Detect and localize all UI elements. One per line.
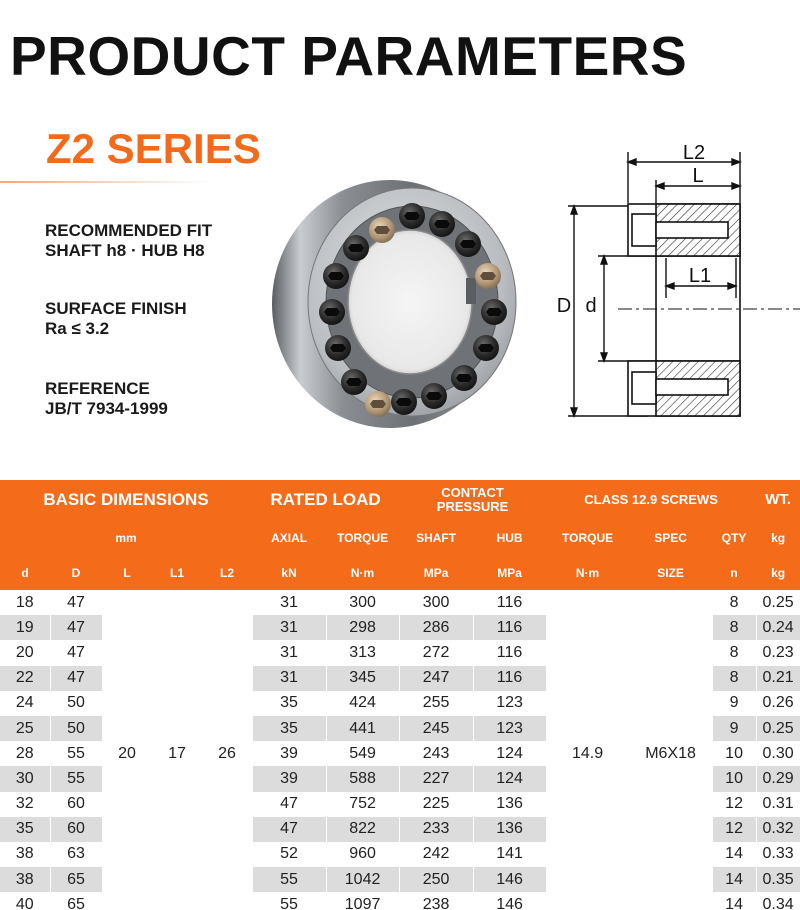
cell-torque: 298	[326, 615, 399, 640]
sym-n: n	[712, 555, 756, 590]
spec-label: SURFACE FINISH	[45, 299, 187, 318]
cell-d: 38	[0, 867, 50, 892]
cell-axial: 31	[252, 666, 326, 691]
sym-nm: N·m	[326, 555, 399, 590]
cell-big-d: 63	[50, 842, 102, 867]
spec-reference	[45, 379, 168, 419]
cell-qty: 10	[712, 741, 756, 766]
cell-screw-torque: 14.9	[546, 590, 629, 910]
sym-l1: L1	[152, 555, 202, 590]
cell-torque: 822	[326, 817, 399, 842]
cell-hub-pressure: 116	[473, 640, 546, 665]
cell-qty: 14	[712, 842, 756, 867]
cell-shaft-pressure: 272	[399, 640, 473, 665]
header-rated-load: RATED LOAD	[252, 480, 399, 520]
spec-label: REFERENCE	[45, 379, 150, 398]
sym-l: L	[102, 555, 152, 590]
cell-axial: 55	[252, 892, 326, 910]
cell-big-d: 65	[50, 892, 102, 910]
header-basic-dimensions: BASIC DIMENSIONS	[0, 480, 252, 520]
cell-d: 20	[0, 640, 50, 665]
header-group-row	[0, 480, 800, 520]
cell-weight: 0.35	[756, 867, 800, 892]
header-contact-line1: CONTACT	[441, 485, 504, 500]
cell-axial: 31	[252, 640, 326, 665]
cell-hub-pressure: 146	[473, 867, 546, 892]
cell-qty: 14	[712, 867, 756, 892]
cell-torque: 300	[326, 590, 399, 615]
cell-torque: 424	[326, 691, 399, 716]
cell-big-d: 47	[50, 590, 102, 615]
cell-shaft-pressure: 238	[399, 892, 473, 910]
header-weight: WT.	[756, 480, 800, 520]
cell-axial: 31	[252, 590, 326, 615]
cell-l2: 26	[202, 590, 252, 910]
cell-qty: 8	[712, 640, 756, 665]
cell-weight: 0.25	[756, 590, 800, 615]
cell-weight: 0.25	[756, 716, 800, 741]
cell-axial: 55	[252, 867, 326, 892]
unit-shaft: SHAFT	[399, 520, 473, 555]
cell-shaft-pressure: 227	[399, 766, 473, 791]
cell-hub-pressure: 123	[473, 691, 546, 716]
spec-value: SHAFT h8 · HUB H8	[45, 241, 205, 260]
series-title: Z2 SERIES	[46, 125, 261, 172]
cell-axial: 35	[252, 716, 326, 741]
spec-recommended-fit	[45, 221, 212, 261]
cell-shaft-pressure: 255	[399, 691, 473, 716]
cell-torque: 549	[326, 741, 399, 766]
spec-value: JB/T 7934-1999	[45, 399, 168, 418]
cell-shaft-pressure: 286	[399, 615, 473, 640]
cell-weight: 0.30	[756, 741, 800, 766]
cell-d: 30	[0, 766, 50, 791]
cell-weight: 0.26	[756, 691, 800, 716]
cell-big-d: 50	[50, 716, 102, 741]
cell-axial: 39	[252, 766, 326, 791]
cell-qty: 9	[712, 716, 756, 741]
cell-big-d: 55	[50, 766, 102, 791]
cell-torque: 1042	[326, 867, 399, 892]
sym-kn: kN	[252, 555, 326, 590]
cell-big-d: 60	[50, 817, 102, 842]
cell-shaft-pressure: 250	[399, 867, 473, 892]
spec-surface-finish	[45, 299, 187, 339]
cell-shaft-pressure: 247	[399, 666, 473, 691]
cell-d: 24	[0, 691, 50, 716]
unit-spec: SPEC	[629, 520, 712, 555]
cell-axial: 47	[252, 817, 326, 842]
sym-d: d	[0, 555, 50, 590]
label-l2: L2	[682, 142, 706, 164]
label-big-d: D	[556, 295, 572, 317]
cell-big-d: 47	[50, 640, 102, 665]
sym-kg: kg	[756, 555, 800, 590]
cell-hub-pressure: 146	[473, 892, 546, 910]
unit-torque: TORQUE	[326, 520, 399, 555]
cell-qty: 8	[712, 666, 756, 691]
cell-l1: 17	[152, 590, 202, 910]
cell-d: 22	[0, 666, 50, 691]
header-contact-line2: PRESSURE	[436, 499, 509, 514]
table-body	[0, 590, 800, 910]
label-l: L	[692, 165, 704, 187]
cell-d: 32	[0, 792, 50, 817]
cell-torque: 313	[326, 640, 399, 665]
cell-hub-pressure: 141	[473, 842, 546, 867]
cell-axial: 39	[252, 741, 326, 766]
cell-big-d: 47	[50, 615, 102, 640]
sym-nm-screw: N·m	[546, 555, 629, 590]
cell-torque: 441	[326, 716, 399, 741]
cell-hub-pressure: 116	[473, 590, 546, 615]
sym-size: SIZE	[629, 555, 712, 590]
unit-kg: kg	[756, 520, 800, 555]
cell-weight: 0.34	[756, 892, 800, 910]
cell-shaft-pressure: 225	[399, 792, 473, 817]
spec-value: Ra ≤ 3.2	[45, 319, 110, 338]
cell-axial: 47	[252, 792, 326, 817]
series-divider	[0, 181, 210, 183]
cell-qty: 8	[712, 590, 756, 615]
cell-hub-pressure: 124	[473, 741, 546, 766]
sym-mpa-hub: MPa	[473, 555, 546, 590]
sym-l2: L2	[202, 555, 252, 590]
sym-mpa-shaft: MPa	[399, 555, 473, 590]
cell-shaft-pressure: 245	[399, 716, 473, 741]
cell-l: 20	[102, 590, 152, 910]
cell-qty: 9	[712, 691, 756, 716]
cell-hub-pressure: 116	[473, 615, 546, 640]
cell-hub-pressure: 136	[473, 792, 546, 817]
cell-weight: 0.31	[756, 792, 800, 817]
cell-d: 35	[0, 817, 50, 842]
unit-qty: QTY	[712, 520, 756, 555]
cell-d: 18	[0, 590, 50, 615]
cell-axial: 35	[252, 691, 326, 716]
cell-torque: 960	[326, 842, 399, 867]
cell-big-d: 50	[50, 691, 102, 716]
cell-d: 28	[0, 741, 50, 766]
product-image	[262, 168, 538, 442]
cell-big-d: 65	[50, 867, 102, 892]
cell-qty: 10	[712, 766, 756, 791]
cell-shaft-pressure: 300	[399, 590, 473, 615]
unit-axial: AXIAL	[252, 520, 326, 555]
cell-torque: 588	[326, 766, 399, 791]
cell-qty: 8	[712, 615, 756, 640]
table-row	[0, 590, 800, 615]
sym-big-d: D	[50, 555, 102, 590]
cell-weight: 0.33	[756, 842, 800, 867]
unit-screw-torque: TORQUE	[546, 520, 629, 555]
header-symbol-row	[0, 555, 800, 590]
cell-big-d: 47	[50, 666, 102, 691]
cell-hub-pressure: 116	[473, 666, 546, 691]
cell-axial: 31	[252, 615, 326, 640]
cell-torque: 345	[326, 666, 399, 691]
cell-big-d: 55	[50, 741, 102, 766]
label-small-d: d	[585, 295, 597, 317]
cell-hub-pressure: 123	[473, 716, 546, 741]
cell-d: 38	[0, 842, 50, 867]
cell-hub-pressure: 124	[473, 766, 546, 791]
label-l1: L1	[688, 265, 712, 287]
cell-weight: 0.23	[756, 640, 800, 665]
cell-shaft-pressure: 233	[399, 817, 473, 842]
cell-axial: 52	[252, 842, 326, 867]
cell-qty: 14	[712, 892, 756, 910]
cell-shaft-pressure: 243	[399, 741, 473, 766]
cell-weight: 0.21	[756, 666, 800, 691]
cell-d: 25	[0, 716, 50, 741]
spec-label: RECOMMENDED FIT	[45, 221, 213, 240]
cell-weight: 0.29	[756, 766, 800, 791]
cell-qty: 12	[712, 817, 756, 842]
header-contact-pressure	[399, 480, 546, 520]
cell-weight: 0.24	[756, 615, 800, 640]
unit-mm: mm	[0, 520, 252, 555]
cell-torque: 1097	[326, 892, 399, 910]
page-title: PRODUCT PARAMETERS	[10, 25, 688, 87]
cell-qty: 12	[712, 792, 756, 817]
cell-torque: 752	[326, 792, 399, 817]
cell-hub-pressure: 136	[473, 817, 546, 842]
parameters-table	[0, 480, 800, 910]
cell-big-d: 60	[50, 792, 102, 817]
cell-weight: 0.32	[756, 817, 800, 842]
header-screws: CLASS 12.9 SCREWS	[546, 480, 756, 520]
cell-shaft-pressure: 242	[399, 842, 473, 867]
cell-screw-spec: M6X18	[629, 590, 712, 910]
cell-d: 40	[0, 892, 50, 910]
cross-section-drawing	[548, 138, 800, 423]
cell-d: 19	[0, 615, 50, 640]
unit-hub: HUB	[473, 520, 546, 555]
header-unit-row	[0, 520, 800, 555]
